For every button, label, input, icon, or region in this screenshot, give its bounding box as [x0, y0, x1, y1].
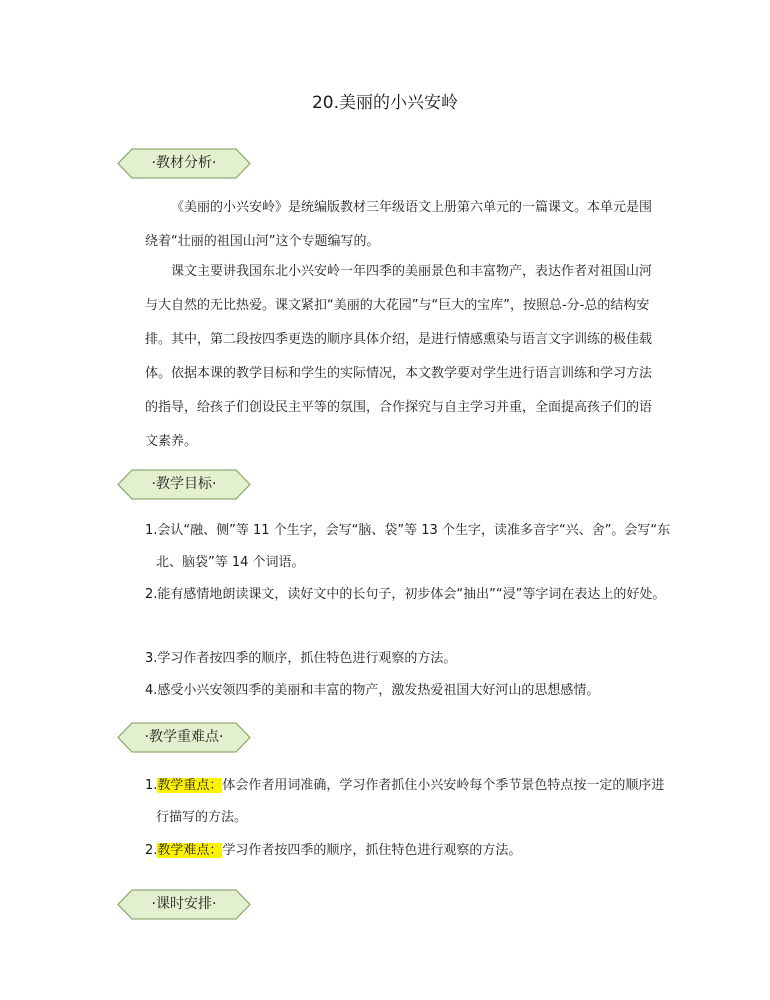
- page-title: 20.美丽的小兴安岭: [311, 93, 459, 113]
- section-label: ·课时安排·: [151, 896, 217, 912]
- goal-item: 4.感受小兴安领四季的美丽和丰富的物产，激发热爱祖国大好河山的思想感情。: [145, 683, 600, 698]
- key-point-text: 体会作者用词准确，学习作者抓住小兴安岭每个季节景色特点按一定的顺序进行描写的方法。: [156, 778, 665, 825]
- key-point-prefix: 1.: [145, 778, 158, 793]
- key-point-text: 学习作者按四季的顺序，抓住特色进行观察的方法。: [222, 843, 522, 858]
- section-badge-schedule: [117, 889, 251, 920]
- section-badge-goals: [117, 469, 251, 500]
- analysis-paragraph: 课文主要讲我国东北小兴安岭一年四季的美丽景色和丰富物产，表达作者对祖国山河与大自然的无比热爱。课文紧扣“美丽的大花园”与“巨大的宝库”，按照总-分-总的结构安排。其中，第二段按四季更迭的顺序具体介绍，是进行情感熏染与语言文字训练的极佳载体。依据本课的教学目标和学生的实际情况，本文教学要对学生进行语言训练和学习方法的指导，给孩子们创设民主平等的氛围，合作探究与自主学习并重，全面提高孩子们的语文素养。: [145, 264, 653, 449]
- key-point-highlight: 教学难点：: [157, 843, 223, 858]
- key-point-item: [145, 770, 671, 834]
- analysis-paragraph: 《美丽的小兴安岭》是统编版教材三年级语文上册第六单元的一篇课文。本单元是围绕着“壮丽的祖国山河”这个专题编写的。: [145, 200, 653, 249]
- section-label: ·教学重难点·: [144, 729, 224, 745]
- goal-item: 1.会认“融、侧”等 11 个生字，会写“脑、袋”等 13 个生字，读准多音字“兴、舍”。会写“东北、脑袋”等 14 个词语。: [145, 523, 671, 570]
- section-label: ·教学目标·: [151, 476, 217, 492]
- key-point-item: [145, 835, 671, 867]
- key-point-highlight: 教学重点：: [157, 778, 223, 793]
- section-badge-analysis: [117, 148, 251, 179]
- section-badge-key-points: [117, 722, 251, 753]
- goal-item: 2.能有感情地朗读课文，读好文中的长句子，初步体会“抽出”“浸”等字词在表达上的好处。: [145, 587, 666, 602]
- key-point-prefix: 2.: [145, 843, 158, 858]
- section-label: ·教材分析·: [151, 155, 217, 171]
- goal-item: 3.学习作者按四季的顺序，抓住特色进行观察的方法。: [145, 651, 457, 666]
